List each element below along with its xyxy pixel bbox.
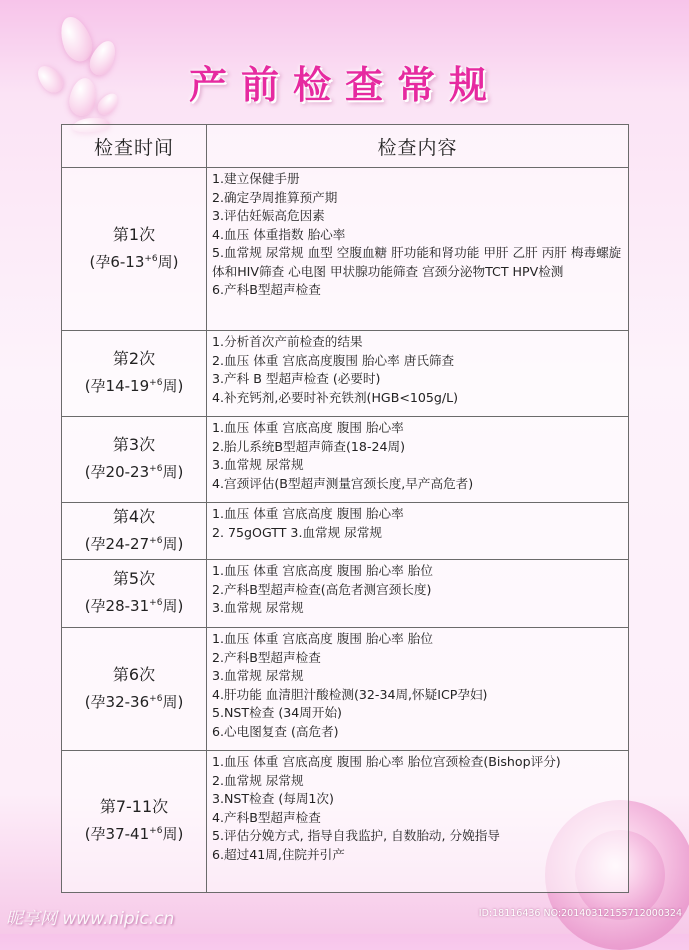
exam-item: 1.血压 体重 宫底高度 腹围 胎心率 胎位 [212,631,433,646]
exam-item: 4.产科B型超声检查 [212,809,321,825]
visit-time-cell [62,751,207,893]
table-row [62,503,629,560]
visit-time-cell [62,628,207,751]
week-range-end: 周) [162,463,184,481]
petal-decoration [33,61,68,97]
exam-item: 4.血压 体重指数 胎心率 [212,226,346,242]
visit-time-cell [62,560,207,628]
visit-label: 第1次 [112,224,156,244]
table-row [62,168,629,331]
week-range-days: +6 [149,378,163,388]
week-range-end: 周) [162,825,184,843]
table-row [62,560,629,628]
visit-time-cell [62,331,207,417]
exam-item: 1.建立保健手册 [212,171,300,186]
week-range-start: (孕20-23 [84,463,150,481]
prenatal-schedule-table [61,124,629,893]
week-range-days: +6 [149,535,163,546]
gestation-week-range [62,528,206,557]
exam-item: 2.产科B型超声检查(高危者测宫颈长度) [212,581,432,597]
week-range-start: (孕32-36 [84,692,150,711]
exam-item: 2.确定孕周推算预产期 [212,189,338,205]
week-range-days: +6 [149,464,163,474]
exam-content-cell [207,628,629,751]
exam-item: 3.NST检查 (每周1次) [212,791,334,806]
exam-item: 1.血压 体重 宫底高度 腹围 胎心率 [212,420,404,435]
week-range-end: 周) [162,597,184,615]
exam-item: 3.评估妊娠高危因素 [212,208,325,223]
exam-item: 1.分析首次产前检查的结果 [212,334,363,349]
table-body [62,168,629,893]
petal-decoration [94,90,122,119]
exam-content-cell [207,417,629,503]
exam-content-cell [207,560,629,628]
exam-item: 4.补充钙剂,必要时补充铁剂(HGB<105g/L) [212,389,459,405]
gestation-week-range [62,370,206,399]
gestation-week-range [62,246,206,275]
exam-item: 1.血压 体重 宫底高度 腹围 胎心率 胎位 [212,563,433,578]
visit-label: 第2次 [112,349,156,368]
exam-item: 2. 75gOGTT 3.血常规 尿常规 [212,524,383,540]
week-range-end: 周) [157,252,179,271]
week-range-end: 周) [162,377,184,395]
exam-item: 4.宫颈评估(B型超声测量宫颈长度,早产高危者) [212,475,474,491]
table-row [62,417,629,503]
visit-time-cell [62,168,207,331]
table-row [62,331,629,417]
table-row [62,751,629,893]
header-time: 检查时间 [62,125,207,168]
table-header-row [62,125,629,168]
week-range-start: (孕37-41 [84,825,150,843]
exam-item: 3.产科 B 型超声检查 (必要时) [212,371,381,386]
exam-item: 1.血压 体重 宫底高度 腹围 胎心率 胎位宫颈检查(Bishop评分) [212,754,561,769]
week-range-days: +6 [149,598,163,608]
table-row [62,628,629,751]
exam-item: 5.NST检查 (34周开始) [212,705,342,720]
exam-content-cell [207,503,629,560]
gestation-week-range [62,686,206,715]
watermark-logo: 昵享网 www.nipic.cn [6,909,175,929]
gestation-week-range [62,456,206,485]
week-range-days: +6 [144,253,158,264]
week-range-start: (孕14-19 [84,377,150,395]
exam-content-cell [207,751,629,893]
exam-item: 6.产科B型超声检查 [212,282,321,297]
gestation-week-range [62,818,206,847]
week-range-end: 周) [162,692,184,711]
exam-item: 1.血压 体重 宫底高度 腹围 胎心率 [212,506,404,521]
week-range-start: (孕24-27 [84,534,150,553]
exam-item: 3.血常规 尿常规 [212,600,304,615]
visit-label: 第3次 [112,435,156,454]
visit-label: 第6次 [112,664,156,684]
week-range-days: +6 [149,693,163,704]
exam-item: 2.胎儿系统B型超声筛查(18-24周) [212,438,406,454]
week-range-days: +6 [149,826,163,836]
exam-item: 5.评估分娩方式, 指导自我监护, 自数胎动, 分娩指导 [212,828,500,843]
exam-item: 3.血常规 尿常规 [212,668,304,683]
page-title: 产前检查常规 [188,63,501,107]
visit-label: 第7-11次 [99,797,169,816]
exam-item: 6.心电图复查 (高危者) [212,723,339,739]
exam-item: 2.产科B型超声检查 [212,649,321,665]
week-range-start: (孕6-13 [89,252,145,271]
exam-item: 2.血压 体重 宫底高度腹围 胎心率 唐氏筛查 [212,352,455,368]
exam-content-cell [207,168,629,331]
exam-item: 4.肝功能 血清胆汁酸检测(32-34周,怀疑ICP孕妇) [212,686,488,702]
exam-item: 6.超过41周,住院并引产 [212,846,345,862]
exam-item: 3.血常规 尿常规 [212,457,304,472]
header-content: 检查内容 [207,125,629,168]
petal-decoration [67,76,99,118]
watermark-id: ID:18116436 NO:20140312155712000324 [478,908,682,919]
exam-item: 5.血常规 尿常规 血型 空腹血糖 肝功能和肾功能 甲肝 乙肝 丙肝 梅毒螺旋体和HIV筛查 心电图 甲状腺功能筛查 宫颈分泌物TCT HPV检测 [212,245,622,279]
visit-label: 第4次 [112,506,156,526]
exam-item: 2.血常规 尿常规 [212,772,304,788]
visit-label: 第5次 [112,569,156,588]
visit-time-cell [62,503,207,560]
week-range-start: (孕28-31 [84,597,150,615]
gestation-week-range [62,590,206,619]
week-range-end: 周) [162,534,184,553]
exam-content-cell [207,331,629,417]
visit-time-cell [62,417,207,503]
